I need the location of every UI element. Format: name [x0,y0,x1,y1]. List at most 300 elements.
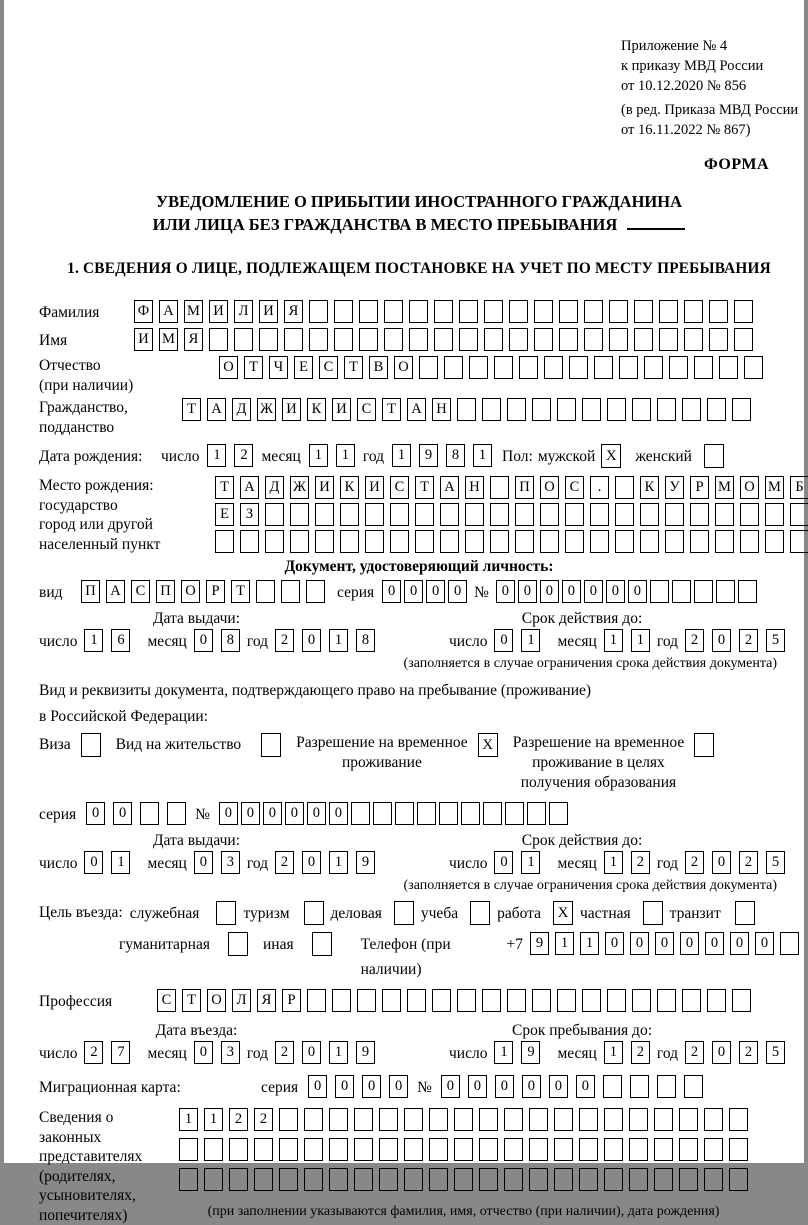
char-box[interactable]: А [159,300,178,323]
char-box[interactable]: 9 [530,932,549,955]
char-box[interactable]: 2 [685,629,704,652]
char-box[interactable]: 0 [448,580,467,603]
char-box[interactable] [732,989,751,1012]
char-box[interactable]: О [181,580,200,603]
char-box[interactable] [404,1168,423,1191]
char-box[interactable]: О [394,356,413,379]
char-box[interactable] [332,989,351,1012]
char-box[interactable] [609,328,628,351]
char-box[interactable] [469,356,488,379]
char-box[interactable] [529,1138,548,1161]
char-box[interactable]: Л [234,300,253,323]
char-box[interactable] [584,300,603,323]
char-box[interactable]: 1 [329,851,348,874]
char-box[interactable] [509,300,528,323]
char-box[interactable] [365,503,384,526]
char-box[interactable] [540,530,559,553]
char-box[interactable]: 0 [86,802,105,825]
char-box[interactable]: Ф [134,300,153,323]
char-box[interactable] [679,1108,698,1131]
char-box[interactable] [284,328,303,351]
char-box[interactable]: 0 [194,629,213,652]
char-box[interactable]: Я [184,328,203,351]
char-box[interactable]: И [209,300,228,323]
char-box[interactable]: 0 [441,1075,460,1098]
char-box[interactable] [240,530,259,553]
char-box[interactable] [565,503,584,526]
char-box[interactable] [534,300,553,323]
char-box[interactable] [373,802,392,825]
char-box[interactable] [504,1168,523,1191]
char-box[interactable] [582,989,601,1012]
char-box[interactable]: 0 [84,851,103,874]
char-box[interactable] [409,328,428,351]
char-box[interactable] [634,328,653,351]
char-box[interactable]: 0 [562,580,581,603]
visa-checkbox[interactable] [81,733,101,757]
char-box[interactable]: З [240,503,259,526]
char-box[interactable] [304,1108,323,1131]
char-box[interactable] [515,530,534,553]
char-box[interactable]: 5 [766,629,785,652]
char-box[interactable]: 0 [630,932,649,955]
char-box[interactable] [790,503,808,526]
char-box[interactable] [669,356,688,379]
char-box[interactable] [540,503,559,526]
char-box[interactable] [690,503,709,526]
char-box[interactable]: И [259,300,278,323]
char-box[interactable] [454,1108,473,1131]
char-box[interactable] [461,802,480,825]
char-box[interactable] [579,1168,598,1191]
char-box[interactable] [557,398,576,421]
char-box[interactable]: 2 [739,629,758,652]
char-box[interactable] [351,802,370,825]
char-box[interactable] [604,1168,623,1191]
char-box[interactable] [709,300,728,323]
char-box[interactable] [306,580,325,603]
char-box[interactable]: М [159,328,178,351]
char-box[interactable] [640,503,659,526]
char-box[interactable] [140,802,159,825]
char-box[interactable]: 0 [755,932,774,955]
char-box[interactable] [590,503,609,526]
char-box[interactable] [679,1168,698,1191]
char-box[interactable]: 0 [302,629,321,652]
char-box[interactable] [650,580,669,603]
char-box[interactable] [569,356,588,379]
char-box[interactable]: С [357,398,376,421]
char-box[interactable] [494,356,513,379]
char-box[interactable]: 5 [766,1041,785,1064]
char-box[interactable] [304,1168,323,1191]
char-box[interactable] [632,989,651,1012]
char-box[interactable] [607,989,626,1012]
char-box[interactable]: 9 [521,1041,540,1064]
char-box[interactable] [315,503,334,526]
char-box[interactable]: С [565,476,584,499]
char-box[interactable] [554,1138,573,1161]
char-box[interactable] [729,1168,748,1191]
char-box[interactable] [665,503,684,526]
char-box[interactable] [479,1138,498,1161]
char-box[interactable]: 1 [494,1041,513,1064]
char-box[interactable] [384,328,403,351]
char-box[interactable] [729,1138,748,1161]
purpose-study-checkbox[interactable] [470,901,490,925]
char-box[interactable] [529,1108,548,1131]
char-box[interactable]: 0 [496,580,515,603]
char-box[interactable] [734,328,753,351]
char-box[interactable] [340,530,359,553]
char-box[interactable] [632,398,651,421]
char-box[interactable] [594,356,613,379]
char-box[interactable] [204,1138,223,1161]
char-box[interactable] [390,503,409,526]
char-box[interactable]: 0 [494,629,513,652]
char-box[interactable] [384,300,403,323]
char-box[interactable] [465,530,484,553]
char-box[interactable]: 0 [712,1041,731,1064]
char-box[interactable]: 0 [576,1075,595,1098]
char-box[interactable] [738,580,757,603]
char-box[interactable] [490,503,509,526]
char-box[interactable] [740,503,759,526]
char-box[interactable]: Т [415,476,434,499]
char-box[interactable]: 9 [356,851,375,874]
char-box[interactable]: С [390,476,409,499]
char-box[interactable] [454,1138,473,1161]
char-box[interactable]: Р [690,476,709,499]
char-box[interactable] [629,1138,648,1161]
char-box[interactable] [465,503,484,526]
char-box[interactable]: 2 [739,851,758,874]
char-box[interactable] [532,989,551,1012]
char-box[interactable]: 0 [705,932,724,955]
char-box[interactable] [609,300,628,323]
char-box[interactable] [532,398,551,421]
char-box[interactable] [417,802,436,825]
sex-male-checkbox[interactable]: X [601,444,621,468]
char-box[interactable]: Л [232,989,251,1012]
char-box[interactable] [734,300,753,323]
char-box[interactable]: 2 [254,1108,273,1131]
char-box[interactable]: 9 [419,444,438,467]
char-box[interactable]: 5 [766,851,785,874]
char-box[interactable]: 2 [685,1041,704,1064]
char-box[interactable] [256,580,275,603]
char-box[interactable]: 0 [712,851,731,874]
char-box[interactable]: 2 [84,1041,103,1064]
char-box[interactable] [654,1108,673,1131]
char-box[interactable] [329,1168,348,1191]
char-box[interactable]: 2 [685,851,704,874]
char-box[interactable] [654,1138,673,1161]
char-box[interactable] [484,328,503,351]
residence-permit-checkbox[interactable] [261,733,281,757]
char-box[interactable]: 0 [302,851,321,874]
char-box[interactable] [329,1108,348,1131]
char-box[interactable] [254,1138,273,1161]
char-box[interactable] [379,1138,398,1161]
char-box[interactable]: 0 [389,1075,408,1098]
char-box[interactable] [365,530,384,553]
char-box[interactable] [565,530,584,553]
char-box[interactable] [504,1138,523,1161]
char-box[interactable]: . [590,476,609,499]
char-box[interactable]: 0 [426,580,445,603]
char-box[interactable]: 1 [392,444,411,467]
char-box[interactable]: М [765,476,784,499]
char-box[interactable]: С [157,989,176,1012]
char-box[interactable] [354,1138,373,1161]
char-box[interactable] [590,530,609,553]
char-box[interactable]: 2 [631,851,650,874]
purpose-transit-checkbox[interactable] [735,901,755,925]
char-box[interactable]: 1 [473,444,492,467]
char-box[interactable] [479,1108,498,1131]
char-box[interactable] [534,328,553,351]
char-box[interactable]: 6 [111,629,130,652]
char-box[interactable] [304,1138,323,1161]
char-box[interactable] [483,802,502,825]
char-box[interactable] [615,476,634,499]
char-box[interactable] [354,1108,373,1131]
char-box[interactable] [582,398,601,421]
char-box[interactable] [630,1075,649,1098]
char-box[interactable] [357,989,376,1012]
char-box[interactable]: 1 [204,1108,223,1131]
char-box[interactable] [209,328,228,351]
char-box[interactable] [482,398,501,421]
char-box[interactable] [654,1168,673,1191]
char-box[interactable]: 1 [309,444,328,467]
char-box[interactable] [309,300,328,323]
char-box[interactable]: 0 [329,802,348,825]
char-box[interactable] [309,328,328,351]
char-box[interactable]: 1 [329,1041,348,1064]
char-box[interactable]: 0 [606,580,625,603]
char-box[interactable] [554,1168,573,1191]
char-box[interactable]: А [240,476,259,499]
char-box[interactable] [790,530,808,553]
char-box[interactable] [684,300,703,323]
char-box[interactable]: 0 [522,1075,541,1098]
char-box[interactable]: Т [182,989,201,1012]
char-box[interactable]: 0 [494,851,513,874]
char-box[interactable]: Ж [257,398,276,421]
char-box[interactable] [259,328,278,351]
char-box[interactable]: Ж [290,476,309,499]
char-box[interactable] [279,1168,298,1191]
char-box[interactable] [354,1168,373,1191]
char-box[interactable] [765,530,784,553]
char-box[interactable]: Н [465,476,484,499]
char-box[interactable] [457,989,476,1012]
char-box[interactable] [379,1168,398,1191]
char-box[interactable]: У [665,476,684,499]
char-box[interactable]: 0 [655,932,674,955]
char-box[interactable]: Н [432,398,451,421]
char-box[interactable] [329,1138,348,1161]
char-box[interactable] [490,530,509,553]
char-box[interactable]: 0 [307,802,326,825]
char-box[interactable] [279,1108,298,1131]
char-box[interactable] [204,1168,223,1191]
char-box[interactable]: 8 [356,629,375,652]
char-box[interactable] [603,1075,622,1098]
char-box[interactable]: 1 [604,851,623,874]
char-box[interactable]: 0 [263,802,282,825]
char-box[interactable]: 3 [221,1041,240,1064]
char-box[interactable]: Т [244,356,263,379]
char-box[interactable] [407,989,426,1012]
char-box[interactable] [234,328,253,351]
char-box[interactable] [579,1138,598,1161]
char-box[interactable]: 2 [631,1041,650,1064]
char-box[interactable]: 2 [229,1108,248,1131]
char-box[interactable] [634,300,653,323]
char-box[interactable] [715,503,734,526]
char-box[interactable] [254,1168,273,1191]
char-box[interactable] [719,356,738,379]
char-box[interactable] [549,802,568,825]
char-box[interactable]: 0 [308,1075,327,1098]
char-box[interactable] [780,932,799,955]
char-box[interactable]: Е [215,503,234,526]
char-box[interactable]: Е [294,356,313,379]
char-box[interactable] [281,580,300,603]
char-box[interactable] [432,989,451,1012]
char-box[interactable]: П [515,476,534,499]
char-box[interactable] [444,356,463,379]
char-box[interactable] [729,1108,748,1131]
char-box[interactable]: 0 [540,580,559,603]
char-box[interactable]: К [307,398,326,421]
char-box[interactable] [440,503,459,526]
char-box[interactable]: С [319,356,338,379]
char-box[interactable]: 0 [584,580,603,603]
char-box[interactable] [290,530,309,553]
char-box[interactable]: 0 [468,1075,487,1098]
char-box[interactable] [690,530,709,553]
char-box[interactable] [167,802,186,825]
char-box[interactable]: 0 [382,580,401,603]
char-box[interactable] [409,300,428,323]
char-box[interactable] [604,1138,623,1161]
char-box[interactable]: Д [265,476,284,499]
char-box[interactable] [265,530,284,553]
char-box[interactable]: И [282,398,301,421]
char-box[interactable]: А [207,398,226,421]
char-box[interactable] [509,328,528,351]
char-box[interactable] [694,580,713,603]
char-box[interactable] [732,398,751,421]
char-box[interactable]: Т [231,580,250,603]
char-box[interactable] [359,328,378,351]
char-box[interactable]: И [134,328,153,351]
char-box[interactable] [559,328,578,351]
char-box[interactable]: 0 [518,580,537,603]
char-box[interactable] [557,989,576,1012]
char-box[interactable]: А [440,476,459,499]
char-box[interactable] [229,1168,248,1191]
char-box[interactable] [507,398,526,421]
char-box[interactable]: 0 [730,932,749,955]
char-box[interactable] [659,300,678,323]
char-box[interactable] [215,530,234,553]
char-box[interactable] [459,300,478,323]
purpose-official-checkbox[interactable] [216,901,236,925]
char-box[interactable] [519,356,538,379]
char-box[interactable]: М [715,476,734,499]
char-box[interactable] [554,1108,573,1131]
char-box[interactable] [584,328,603,351]
char-box[interactable] [704,1168,723,1191]
char-box[interactable] [684,1075,703,1098]
char-box[interactable]: Т [215,476,234,499]
temp-residence-checkbox[interactable]: X [478,733,498,757]
char-box[interactable]: О [740,476,759,499]
char-box[interactable]: Р [282,989,301,1012]
char-box[interactable] [415,503,434,526]
purpose-private-checkbox[interactable] [643,901,663,925]
char-box[interactable]: Т [182,398,201,421]
char-box[interactable]: 2 [275,629,294,652]
char-box[interactable] [682,989,701,1012]
char-box[interactable] [515,503,534,526]
char-box[interactable]: А [407,398,426,421]
char-box[interactable] [490,476,509,499]
char-box[interactable]: 0 [362,1075,381,1098]
char-box[interactable]: 1 [555,932,574,955]
char-box[interactable] [740,530,759,553]
char-box[interactable] [504,1108,523,1131]
char-box[interactable]: Я [284,300,303,323]
char-box[interactable] [657,398,676,421]
char-box[interactable]: 0 [335,1075,354,1098]
char-box[interactable]: 1 [179,1108,198,1131]
char-box[interactable]: 1 [604,1041,623,1064]
char-box[interactable] [340,503,359,526]
char-box[interactable] [607,398,626,421]
char-box[interactable]: К [640,476,659,499]
char-box[interactable]: 0 [605,932,624,955]
char-box[interactable] [704,1138,723,1161]
purpose-other-checkbox[interactable] [312,932,332,956]
char-box[interactable]: Ч [269,356,288,379]
char-box[interactable]: 1 [207,444,226,467]
char-box[interactable]: Т [382,398,401,421]
char-box[interactable] [179,1138,198,1161]
char-box[interactable] [457,398,476,421]
char-box[interactable] [429,1108,448,1131]
char-box[interactable] [290,503,309,526]
char-box[interactable]: 0 [194,1041,213,1064]
char-box[interactable] [440,530,459,553]
char-box[interactable] [279,1138,298,1161]
char-box[interactable] [657,1075,676,1098]
char-box[interactable] [707,989,726,1012]
char-box[interactable]: М [184,300,203,323]
char-box[interactable]: 0 [113,802,132,825]
char-box[interactable] [619,356,638,379]
char-box[interactable]: Р [206,580,225,603]
char-box[interactable]: О [207,989,226,1012]
char-box[interactable]: 0 [680,932,699,955]
char-box[interactable] [715,530,734,553]
char-box[interactable] [395,802,414,825]
